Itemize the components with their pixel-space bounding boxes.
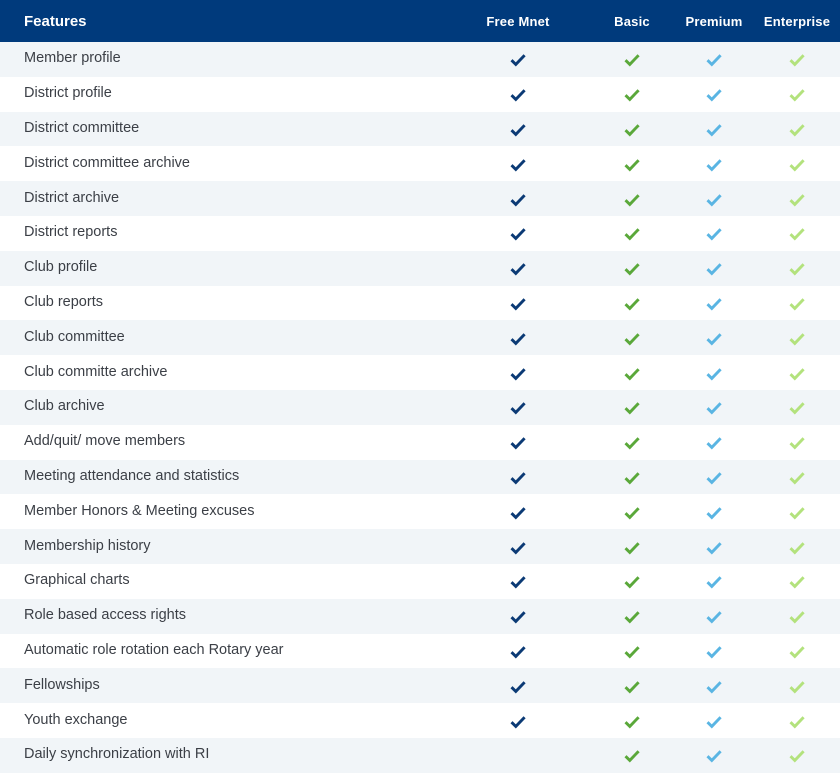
cell-enterprise — [754, 157, 840, 171]
checkmark-icon — [706, 332, 722, 346]
checkmark-icon — [510, 575, 526, 589]
checkmark-icon — [706, 749, 722, 763]
checkmark-icon — [510, 541, 526, 555]
checkmark-icon — [789, 401, 805, 415]
feature-label: Meeting attendance and statistics — [24, 467, 240, 484]
cell-premium — [674, 609, 754, 623]
checkmark-icon — [789, 158, 805, 172]
cell-enterprise — [754, 331, 840, 345]
cell-basic — [590, 226, 674, 240]
table-row — [0, 355, 840, 390]
cell-basic — [590, 261, 674, 275]
cell-basic — [590, 157, 674, 171]
cell-premium — [674, 331, 754, 345]
cell-enterprise — [754, 122, 840, 136]
cell-premium — [674, 122, 754, 136]
table-row — [0, 668, 840, 703]
checkmark-icon — [624, 401, 640, 415]
cell-free-mnet — [446, 261, 590, 275]
table-row — [0, 703, 840, 738]
cell-basic — [590, 192, 674, 206]
checkmark-icon — [510, 53, 526, 67]
checkmark-icon — [706, 193, 722, 207]
checkmark-icon — [624, 158, 640, 172]
cell-free-mnet — [446, 574, 590, 588]
checkmark-icon — [706, 575, 722, 589]
cell-premium — [674, 261, 754, 275]
cell-enterprise — [754, 574, 840, 588]
cell-free-mnet — [446, 366, 590, 380]
cell-basic — [590, 87, 674, 101]
cell-enterprise — [754, 400, 840, 414]
checkmark-icon — [624, 297, 640, 311]
checkmark-icon — [624, 53, 640, 67]
feature-label: Club reports — [24, 293, 103, 310]
table-row — [0, 634, 840, 669]
cell-premium — [674, 470, 754, 484]
checkmark-icon — [624, 471, 640, 485]
table-row — [0, 390, 840, 425]
checkmark-icon — [706, 367, 722, 381]
checkmark-icon — [789, 541, 805, 555]
feature-label: Automatic role rotation each Rotary year — [24, 641, 284, 658]
cell-basic — [590, 748, 674, 762]
cell-basic — [590, 470, 674, 484]
cell-free-mnet — [446, 540, 590, 554]
checkmark-icon — [624, 506, 640, 520]
header-plan-enterprise: Enterprise — [763, 13, 831, 29]
checkmark-icon — [510, 88, 526, 102]
cell-free-mnet — [446, 435, 590, 449]
cell-premium — [674, 226, 754, 240]
checkmark-icon — [706, 227, 722, 241]
checkmark-icon — [789, 297, 805, 311]
cell-basic — [590, 505, 674, 519]
checkmark-icon — [624, 193, 640, 207]
checkmark-icon — [706, 645, 722, 659]
feature-label: Membership history — [24, 537, 151, 554]
cell-free-mnet — [446, 609, 590, 623]
table-row — [0, 251, 840, 286]
checkmark-icon — [624, 367, 640, 381]
cell-free-mnet — [446, 52, 590, 66]
table-row — [0, 146, 840, 181]
cell-free-mnet — [446, 87, 590, 101]
cell-enterprise — [754, 679, 840, 693]
cell-basic — [590, 52, 674, 66]
checkmark-icon — [789, 332, 805, 346]
header-plan-premium: Premium — [685, 13, 743, 29]
checkmark-icon — [624, 680, 640, 694]
table-row — [0, 77, 840, 112]
checkmark-icon — [789, 227, 805, 241]
checkmark-icon — [706, 715, 722, 729]
feature-label: Club committee — [24, 328, 125, 345]
table-row — [0, 529, 840, 564]
cell-enterprise — [754, 609, 840, 623]
checkmark-icon — [706, 436, 722, 450]
feature-label: Role based access rights — [24, 607, 186, 624]
checkmark-icon — [706, 297, 722, 311]
feature-label: Club committe archive — [24, 363, 168, 380]
cell-basic — [590, 400, 674, 414]
checkmark-icon — [789, 645, 805, 659]
cell-enterprise — [754, 296, 840, 310]
cell-premium — [674, 435, 754, 449]
cell-basic — [590, 331, 674, 345]
cell-enterprise — [754, 470, 840, 484]
cell-premium — [674, 505, 754, 519]
feature-label: Club profile — [24, 259, 98, 276]
feature-label: Daily synchronization with RI — [24, 746, 210, 763]
cell-free-mnet — [446, 679, 590, 693]
cell-premium — [674, 714, 754, 728]
feature-label: District profile — [24, 85, 112, 102]
cell-enterprise — [754, 435, 840, 449]
cell-premium — [674, 679, 754, 693]
checkmark-icon — [789, 193, 805, 207]
checkmark-icon — [624, 123, 640, 137]
cell-free-mnet — [446, 226, 590, 240]
cell-basic — [590, 540, 674, 554]
checkmark-icon — [789, 506, 805, 520]
checkmark-icon — [706, 262, 722, 276]
cell-enterprise — [754, 261, 840, 275]
cell-basic — [590, 714, 674, 728]
checkmark-icon — [706, 471, 722, 485]
checkmark-icon — [510, 436, 526, 450]
checkmark-icon — [510, 158, 526, 172]
checkmark-icon — [789, 53, 805, 67]
checkmark-icon — [624, 575, 640, 589]
checkmark-icon — [706, 88, 722, 102]
checkmark-icon — [624, 436, 640, 450]
table-row — [0, 181, 840, 216]
checkmark-icon — [706, 123, 722, 137]
checkmark-icon — [789, 471, 805, 485]
checkmark-icon — [510, 610, 526, 624]
table-row — [0, 564, 840, 599]
feature-label: Fellowships — [24, 676, 100, 693]
checkmark-icon — [706, 610, 722, 624]
checkmark-icon — [510, 401, 526, 415]
cell-free-mnet — [446, 122, 590, 136]
checkmark-icon — [706, 541, 722, 555]
feature-label: District archive — [24, 189, 120, 206]
checkmark-icon — [789, 262, 805, 276]
checkmark-icon — [624, 227, 640, 241]
cell-free-mnet — [446, 400, 590, 414]
header-plan-free-mnet: Free Mnet — [486, 13, 550, 29]
feature-label: District committee archive — [24, 154, 190, 171]
cell-basic — [590, 679, 674, 693]
cell-free-mnet — [446, 296, 590, 310]
checkmark-icon — [510, 367, 526, 381]
cell-enterprise — [754, 192, 840, 206]
checkmark-icon — [510, 680, 526, 694]
checkmark-icon — [624, 610, 640, 624]
feature-label: District committee — [24, 119, 140, 136]
checkmark-icon — [510, 227, 526, 241]
table-row — [0, 216, 840, 251]
checkmark-icon — [510, 297, 526, 311]
header-plan-basic: Basic — [614, 13, 650, 29]
cell-premium — [674, 52, 754, 66]
checkmark-icon — [706, 401, 722, 415]
cell-premium — [674, 192, 754, 206]
cell-basic — [590, 366, 674, 380]
checkmark-icon — [510, 645, 526, 659]
cell-free-mnet — [446, 192, 590, 206]
checkmark-icon — [624, 332, 640, 346]
table-body — [0, 42, 840, 773]
cell-premium — [674, 157, 754, 171]
checkmark-icon — [624, 88, 640, 102]
cell-enterprise — [754, 505, 840, 519]
cell-enterprise — [754, 87, 840, 101]
checkmark-icon — [624, 262, 640, 276]
checkmark-icon — [789, 749, 805, 763]
cell-free-mnet — [446, 157, 590, 171]
cell-basic — [590, 435, 674, 449]
checkmark-icon — [789, 88, 805, 102]
cell-free-mnet — [446, 505, 590, 519]
cell-free-mnet — [446, 644, 590, 658]
checkmark-icon — [789, 575, 805, 589]
checkmark-icon — [789, 715, 805, 729]
feature-label: Graphical charts — [24, 572, 130, 589]
checkmark-icon — [624, 749, 640, 763]
cell-enterprise — [754, 226, 840, 240]
checkmark-icon — [789, 610, 805, 624]
table-row — [0, 42, 840, 77]
checkmark-icon — [789, 436, 805, 450]
cell-basic — [590, 644, 674, 658]
cell-enterprise — [754, 644, 840, 658]
cell-premium — [674, 400, 754, 414]
checkmark-icon — [706, 53, 722, 67]
table-row — [0, 286, 840, 321]
cell-free-mnet — [446, 470, 590, 484]
cell-premium — [674, 296, 754, 310]
cell-enterprise — [754, 52, 840, 66]
feature-label: District reports — [24, 224, 118, 241]
checkmark-icon — [789, 123, 805, 137]
checkmark-icon — [510, 471, 526, 485]
cell-enterprise — [754, 366, 840, 380]
cell-premium — [674, 540, 754, 554]
cell-free-mnet — [446, 331, 590, 345]
cell-premium — [674, 366, 754, 380]
checkmark-icon — [789, 367, 805, 381]
cell-premium — [674, 574, 754, 588]
table-row — [0, 320, 840, 355]
checkmark-icon — [510, 715, 526, 729]
checkmark-icon — [510, 506, 526, 520]
header-features: Features — [24, 12, 87, 30]
feature-label: Member Honors & Meeting excuses — [24, 502, 255, 519]
table-row — [0, 112, 840, 147]
checkmark-icon — [510, 262, 526, 276]
checkmark-icon — [510, 332, 526, 346]
feature-label: Youth exchange — [24, 711, 128, 728]
cell-premium — [674, 87, 754, 101]
table-row — [0, 494, 840, 529]
table-row — [0, 460, 840, 495]
cell-enterprise — [754, 748, 840, 762]
cell-basic — [590, 122, 674, 136]
checkmark-icon — [706, 680, 722, 694]
cell-basic — [590, 296, 674, 310]
checkmark-icon — [510, 123, 526, 137]
cell-basic — [590, 574, 674, 588]
checkmark-icon — [510, 193, 526, 207]
checkmark-icon — [706, 506, 722, 520]
table-row — [0, 738, 840, 773]
cell-free-mnet — [446, 714, 590, 728]
table-row — [0, 599, 840, 634]
cell-premium — [674, 748, 754, 762]
table-header — [0, 0, 840, 42]
checkmark-icon — [624, 645, 640, 659]
checkmark-icon — [706, 158, 722, 172]
cell-enterprise — [754, 540, 840, 554]
table-row — [0, 425, 840, 460]
cell-enterprise — [754, 714, 840, 728]
feature-label: Add/quit/ move members — [24, 433, 186, 450]
feature-label: Club archive — [24, 398, 105, 415]
checkmark-icon — [624, 715, 640, 729]
checkmark-icon — [789, 680, 805, 694]
checkmark-icon — [624, 541, 640, 555]
feature-label: Member profile — [24, 50, 121, 67]
cell-premium — [674, 644, 754, 658]
cell-basic — [590, 609, 674, 623]
